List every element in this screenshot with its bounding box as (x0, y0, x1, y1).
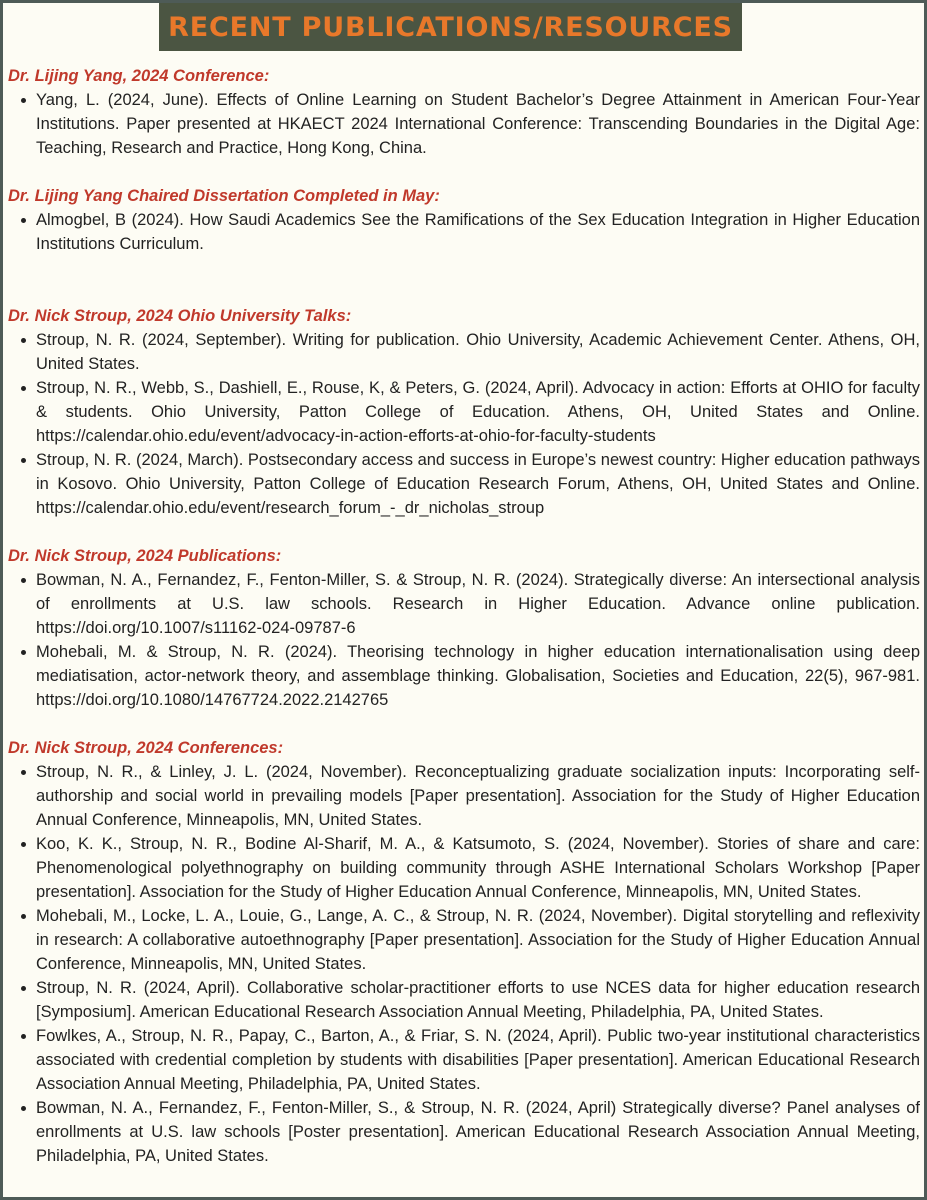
title-banner (159, 3, 742, 51)
section-yang-dissertation (3, 184, 924, 256)
list-item: Stroup, N. R. (2024, April). Collaborative scholar-practitioner efforts to use NCES data for higher education research [Symposium]. American Educational Research Association Annual Meeting, Philadelphia, PA, United States. (36, 976, 920, 1024)
section-stroup-talks (3, 304, 924, 520)
list-item: Stroup, N. R. (2024, March). Postsecondary access and success in Europe’s newest country: Higher education pathways in Kosovo. Ohio University, Patton College of Education Research Forum, Athens, OH, United States and Online. https://calendar.ohio.edu/event/research_forum_-_dr_nicholas_stroup (36, 448, 920, 520)
section-heading: Dr. Lijing Yang, 2024 Conference: (8, 67, 270, 85)
publication-list (3, 328, 924, 520)
section-stroup-conferences (3, 736, 924, 1168)
section-stroup-publications (3, 544, 924, 712)
publication-list (3, 208, 924, 256)
list-item: Yang, L. (2024, June). Effects of Online Learning on Student Bachelor’s Degree Attainment in American Four-Year Institutions. Paper presented at HKAECT 2024 International Conference: Transcending Boundaries in the Digital Age: Teaching, Research and Practice, Hong Kong, China. (36, 88, 920, 160)
publications-content (3, 64, 924, 1168)
section-heading: Dr. Nick Stroup, 2024 Conferences: (8, 739, 284, 757)
document-page (3, 3, 924, 1197)
list-item: Bowman, N. A., Fernandez, F., Fenton-Miller, S., & Stroup, N. R. (2024, April) Strategically diverse? Panel analyses of enrollments at U.S. law schools [Poster presentation]. American Educational Research Association Annual Meeting, Philadelphia, PA, United States. (36, 1096, 920, 1168)
list-item: Mohebali, M. & Stroup, N. R. (2024). Theorising technology in higher education internationalisation using deep mediatisation, actor-network theory, and assemblage thinking. Globalisation, Societies and Education, 22(5), 967-981. https://doi.org/10.1080/14767724.2022.2142765 (36, 640, 920, 712)
section-yang-conference (3, 64, 924, 160)
section-spacer (3, 256, 924, 304)
list-item: Stroup, N. R., & Linley, J. L. (2024, November). Reconceptualizing graduate socialization inputs: Incorporating self-authorship and social world in prevailing models [Paper presentation]. Association for the Study of Higher Education Annual Conference, Minneapolis, MN, United States. (36, 760, 920, 832)
section-spacer (3, 160, 924, 184)
page-title: RECENT PUBLICATIONS/RESOURCES (168, 11, 733, 43)
list-item: Mohebali, M., Locke, L. A., Louie, G., Lange, A. C., & Stroup, N. R. (2024, November). Digital storytelling and reflexivity in research: A collaborative autoethnography [Paper presentation]. Association for the Study of Higher Education Annual Conference, Minneapolis, MN, United States. (36, 904, 920, 976)
section-heading: Dr. Nick Stroup, 2024 Publications: (8, 547, 282, 565)
publication-list (3, 88, 924, 160)
list-item: Fowlkes, A., Stroup, N. R., Papay, C., Barton, A., & Friar, S. N. (2024, April). Public two-year institutional characteristics associated with credential completion by students with disabilities [Paper presentation]. American Educational Research Association Annual Meeting, Philadelphia, PA, United States. (36, 1024, 920, 1096)
list-item: Almogbel, B (2024). How Saudi Academics See the Ramifications of the Sex Education Integration in Higher Education Institutions Curriculum. (36, 208, 920, 256)
list-item: Stroup, N. R., Webb, S., Dashiell, E., Rouse, K, & Peters, G. (2024, April). Advocacy in action: Efforts at OHIO for faculty & students. Ohio University, Patton College of Education. Athens, OH, United States and Online. https://calendar.ohio.edu/event/advocacy-in-action-efforts-at-ohio-for-faculty-students (36, 376, 920, 448)
section-heading: Dr. Nick Stroup, 2024 Ohio University Talks: (8, 307, 352, 325)
section-spacer (3, 712, 924, 736)
section-heading: Dr. Lijing Yang Chaired Dissertation Completed in May: (8, 187, 440, 205)
list-item: Bowman, N. A., Fernandez, F., Fenton-Miller, S. & Stroup, N. R. (2024). Strategically diverse: An intersectional analysis of enrollments at U.S. law schools. Research in Higher Education. Advance online publication. https://doi.org/10.1007/s11162-024-09787-6 (36, 568, 920, 640)
publication-list (3, 568, 924, 712)
publication-list (3, 760, 924, 1168)
list-item: Stroup, N. R. (2024, September). Writing for publication. Ohio University, Academic Achievement Center. Athens, OH, United States. (36, 328, 920, 376)
section-spacer (3, 520, 924, 544)
list-item: Koo, K. K., Stroup, N. R., Bodine Al-Sharif, M. A., & Katsumoto, S. (2024, November). Stories of share and care: Phenomenological polyethnography on building community through ASHE International Scholars Workshop [Paper presentation]. Association for the Study of Higher Education Annual Conference, Minneapolis, MN, United States. (36, 832, 920, 904)
